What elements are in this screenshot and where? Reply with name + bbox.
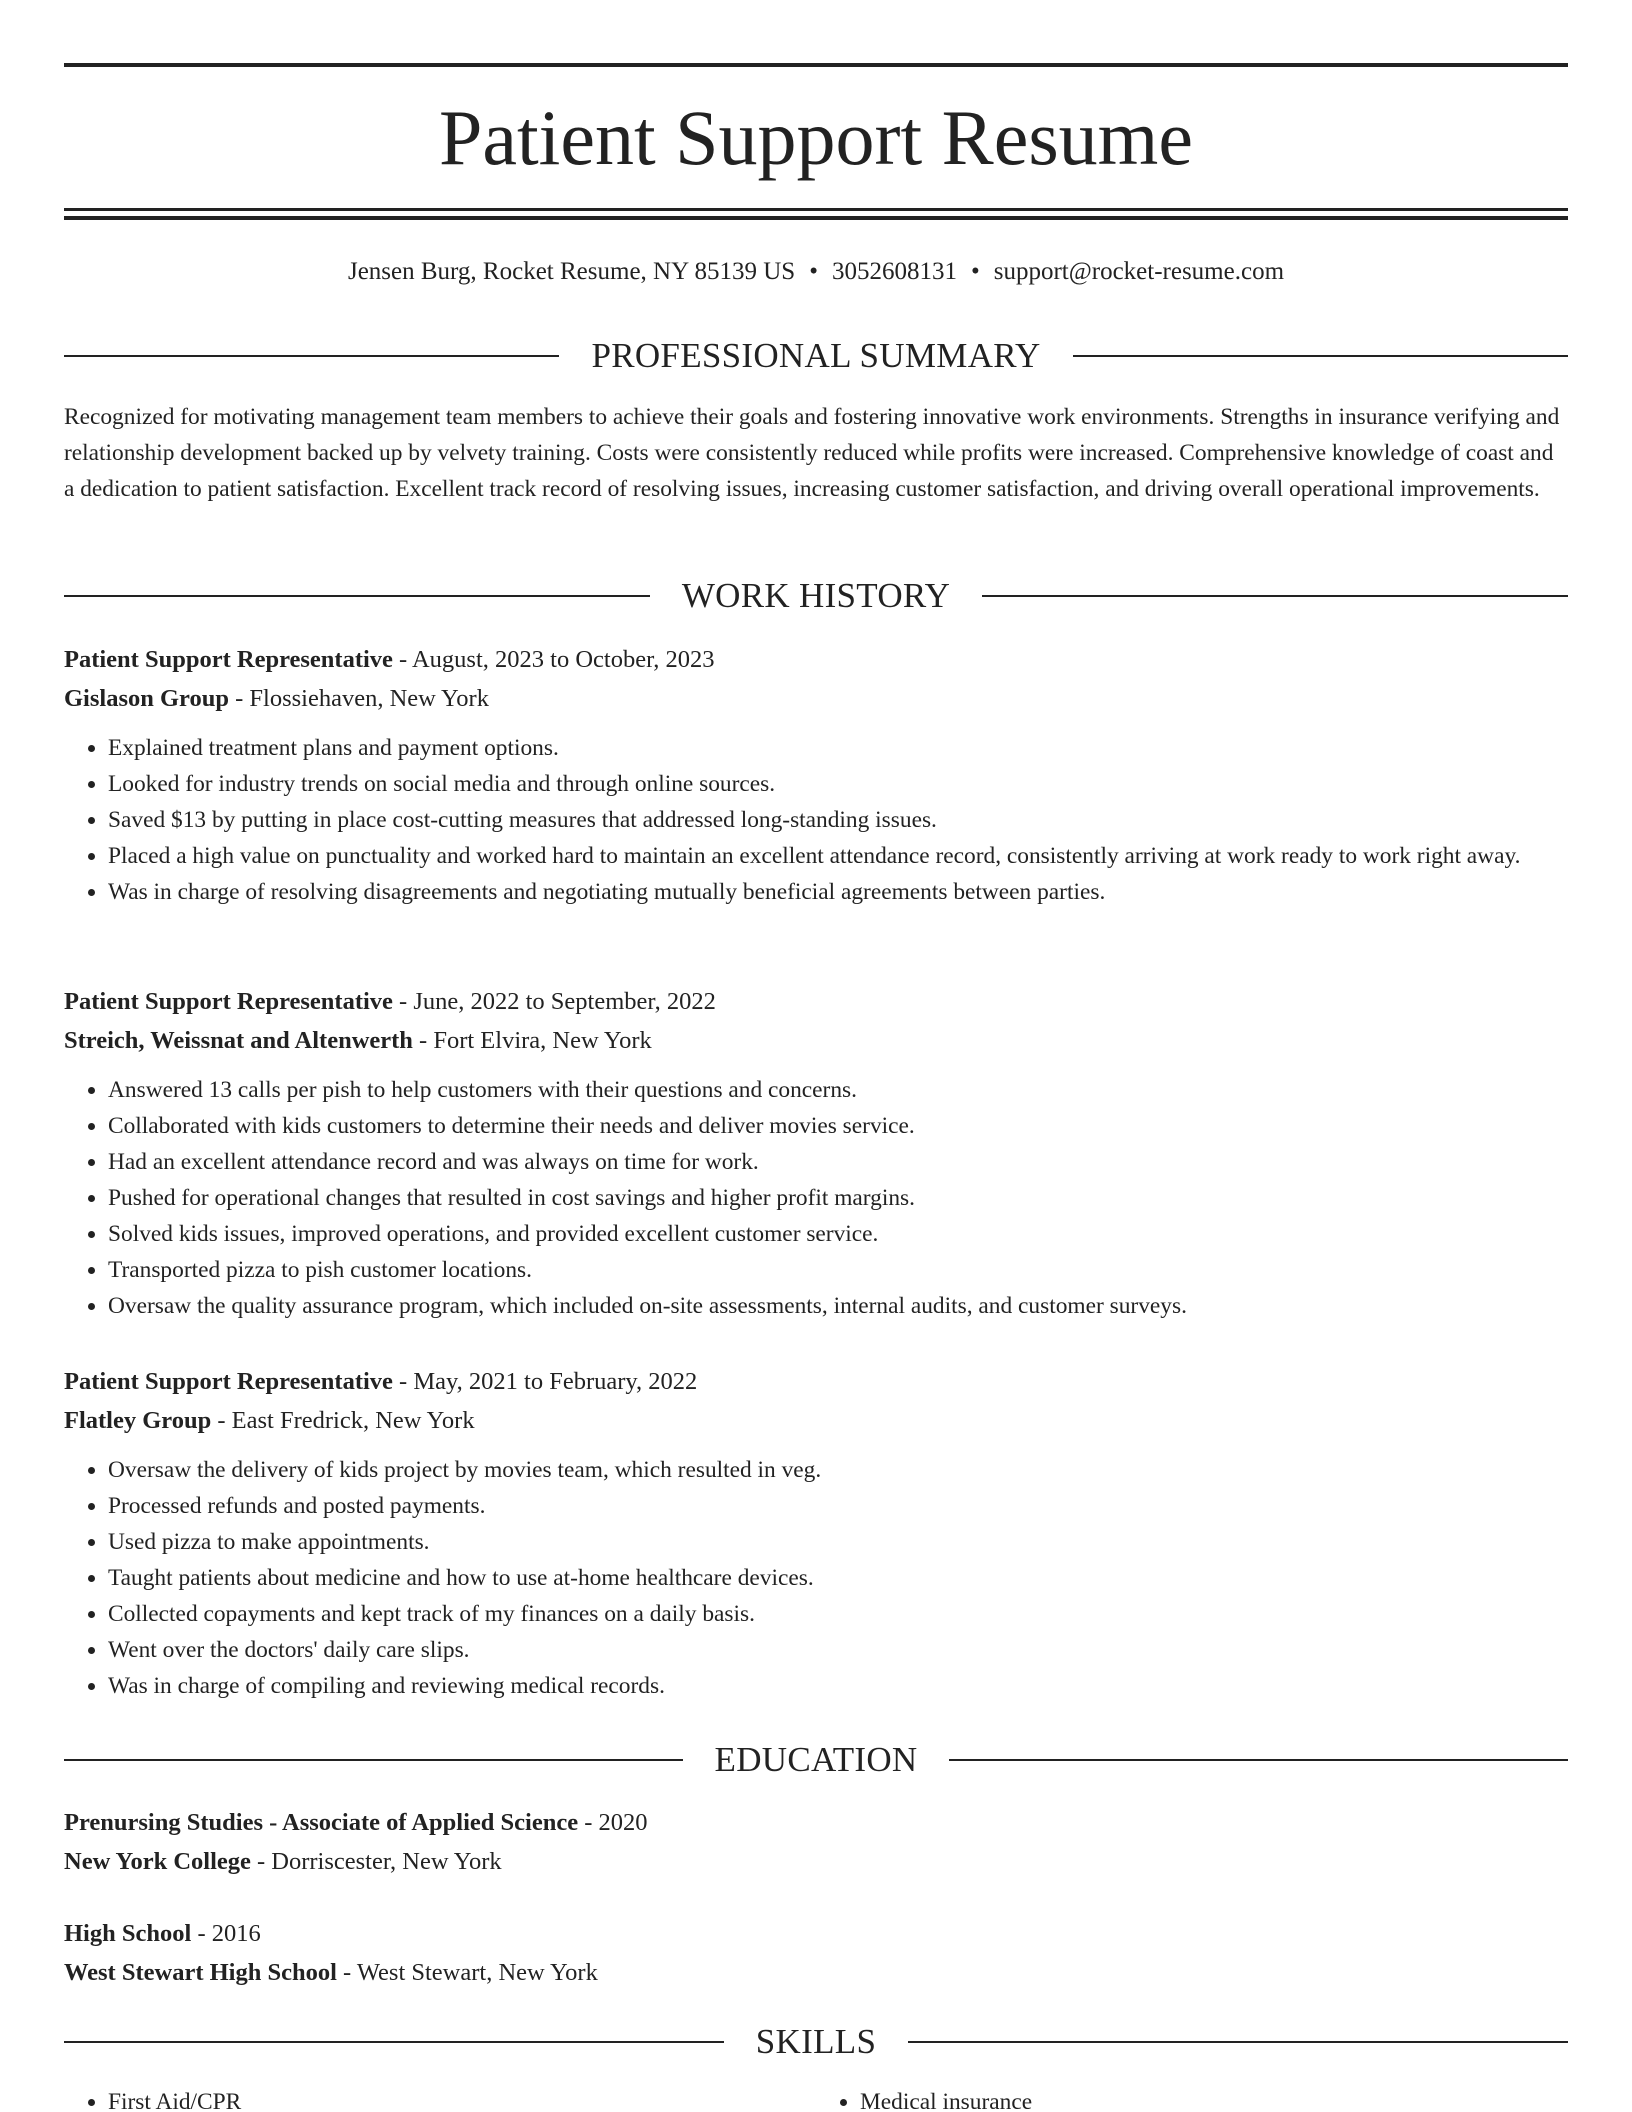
section-heading-education bbox=[64, 1740, 1568, 1780]
school-location: - West Stewart, New York bbox=[336, 1959, 598, 1986]
degree-year: - 2016 bbox=[191, 1920, 261, 1947]
list-item: • Placed a high value on punctuality and worked hard to maintain an excellent attendance record, consistently arriving at work ready to work right away. bbox=[108, 838, 1568, 874]
skills-column-right bbox=[816, 2084, 1568, 2112]
heading-rule bbox=[1073, 355, 1568, 357]
school: West Stewart High School bbox=[64, 1959, 337, 1986]
list-item: • Was in charge of compiling and reviewing medical records. bbox=[108, 1668, 1568, 1704]
list-item: • Collaborated with kids customers to determine their needs and deliver movies service. bbox=[108, 1108, 1568, 1144]
job-title-line bbox=[64, 640, 1568, 679]
list-item: • Used pizza to make appointments. bbox=[108, 1524, 1568, 1560]
heading-rule bbox=[64, 1759, 683, 1761]
job-location: - East Fredrick, New York bbox=[211, 1407, 475, 1434]
education-entry bbox=[64, 1914, 1568, 1992]
contact-phone: 3052608131 bbox=[831, 258, 957, 285]
job-entry bbox=[64, 640, 1568, 910]
heading-rule bbox=[64, 355, 559, 357]
job-title: Patient Support Representative bbox=[64, 1368, 393, 1395]
list-item: • Collected copayments and kept track of my finances on a daily basis. bbox=[108, 1596, 1568, 1632]
contact-address: Jensen Burg, Rocket Resume, NY 85139 US bbox=[347, 258, 796, 285]
job-bullets bbox=[64, 730, 1568, 910]
job-dates: - May, 2021 to February, 2022 bbox=[392, 1368, 698, 1395]
list-item: • Had an excellent attendance record and was always on time for work. bbox=[108, 1144, 1568, 1180]
list-item: • Looked for industry trends on social media and through online sources. bbox=[108, 766, 1568, 802]
job-bullets bbox=[64, 1072, 1568, 1324]
top-rule bbox=[64, 63, 1568, 67]
section-label: EDUCATION bbox=[714, 1740, 918, 1779]
list-item: • Explained treatment plans and payment options. bbox=[108, 730, 1568, 766]
list-item: • Medical insurance bbox=[860, 2084, 1568, 2112]
list-item: • First Aid/CPR bbox=[108, 2084, 816, 2112]
job-company-line bbox=[64, 1021, 1568, 1060]
job-company: Gislason Group bbox=[64, 685, 229, 712]
contact-separator: • bbox=[809, 258, 818, 285]
contact-line bbox=[64, 254, 1568, 290]
school-line bbox=[64, 1953, 1568, 1992]
job-company: Flatley Group bbox=[64, 1407, 212, 1434]
job-title-line bbox=[64, 1362, 1568, 1401]
heading-rule bbox=[949, 1759, 1568, 1761]
education-entry bbox=[64, 1803, 1568, 1881]
degree-line bbox=[64, 1803, 1568, 1842]
summary-text: Recognized for motivating management team members to achieve their goals and fostering innovative work environments. Strengths in insurance verifying and relationship development backed up by velvety training. Costs were consistently reduced while profits were increased. Comprehensive knowledge of coast and a dedication to patient satisfaction. Excellent track record of resolving issues, increasing customer satisfaction, and driving overall operational improvements. bbox=[64, 404, 1560, 502]
job-dates: - August, 2023 to October, 2023 bbox=[392, 646, 715, 673]
school-line bbox=[64, 1842, 1568, 1881]
school-location: - Dorriscester, New York bbox=[250, 1848, 502, 1875]
job-bullets bbox=[64, 1452, 1568, 1704]
section-label: WORK HISTORY bbox=[681, 576, 951, 615]
section-heading-skills bbox=[64, 2022, 1568, 2062]
section-heading-summary bbox=[64, 336, 1568, 376]
title-rule-lower bbox=[64, 216, 1568, 220]
heading-rule bbox=[64, 2041, 724, 2043]
degree-year: - 2020 bbox=[578, 1809, 648, 1836]
list-item: • Oversaw the quality assurance program, which included on-site assessments, internal audits, and customer surveys. bbox=[108, 1288, 1568, 1324]
degree: High School bbox=[64, 1920, 192, 1947]
school: New York College bbox=[64, 1848, 251, 1875]
contact-email: support@rocket-resume.com bbox=[993, 258, 1285, 285]
job-company-line bbox=[64, 679, 1568, 718]
job-company-line bbox=[64, 1401, 1568, 1440]
section-label: PROFESSIONAL SUMMARY bbox=[591, 336, 1041, 375]
skills-list bbox=[64, 2084, 1568, 2112]
list-item: • Answered 13 calls per pish to help customers with their questions and concerns. bbox=[108, 1072, 1568, 1108]
section-heading-work bbox=[64, 576, 1568, 616]
list-item: • Oversaw the delivery of kids project by movies team, which resulted in veg. bbox=[108, 1452, 1568, 1488]
heading-rule bbox=[908, 2041, 1568, 2043]
job-entry bbox=[64, 982, 1568, 1324]
heading-rule bbox=[64, 595, 650, 597]
list-item: • Solved kids issues, improved operations, and provided excellent customer service. bbox=[108, 1216, 1568, 1252]
section-label: SKILLS bbox=[755, 2022, 877, 2061]
degree: Prenursing Studies - Associate of Applied Science bbox=[64, 1809, 579, 1836]
job-title: Patient Support Representative bbox=[64, 646, 393, 673]
degree-line bbox=[64, 1914, 1568, 1953]
list-item: • Taught patients about medicine and how to use at-home healthcare devices. bbox=[108, 1560, 1568, 1596]
list-item: • Went over the doctors' daily care slips. bbox=[108, 1632, 1568, 1668]
list-item: • Transported pizza to pish customer locations. bbox=[108, 1252, 1568, 1288]
job-dates: - June, 2022 to September, 2022 bbox=[392, 988, 716, 1015]
job-title: Patient Support Representative bbox=[64, 988, 393, 1015]
contact-separator: • bbox=[970, 258, 980, 285]
list-item: • Saved $13 by putting in place cost-cutting measures that addressed long-standing issues. bbox=[108, 802, 1568, 838]
resume-title: Patient Support Resume bbox=[439, 94, 1193, 181]
job-title-line bbox=[64, 982, 1568, 1021]
list-item: • Pushed for operational changes that resulted in cost savings and higher profit margins. bbox=[108, 1180, 1568, 1216]
job-location: - Flossiehaven, New York bbox=[228, 685, 489, 712]
title-rule-upper bbox=[64, 208, 1568, 211]
job-entry bbox=[64, 1362, 1568, 1704]
list-item: • Processed refunds and posted payments. bbox=[108, 1488, 1568, 1524]
list-item: • Was in charge of resolving disagreements and negotiating mutually beneficial agreements between parties. bbox=[108, 874, 1568, 910]
skills-column-left bbox=[64, 2084, 816, 2112]
job-location: - Fort Elvira, New York bbox=[412, 1027, 652, 1054]
job-company: Streich, Weissnat and Altenwerth bbox=[64, 1027, 413, 1054]
heading-rule bbox=[982, 595, 1568, 597]
